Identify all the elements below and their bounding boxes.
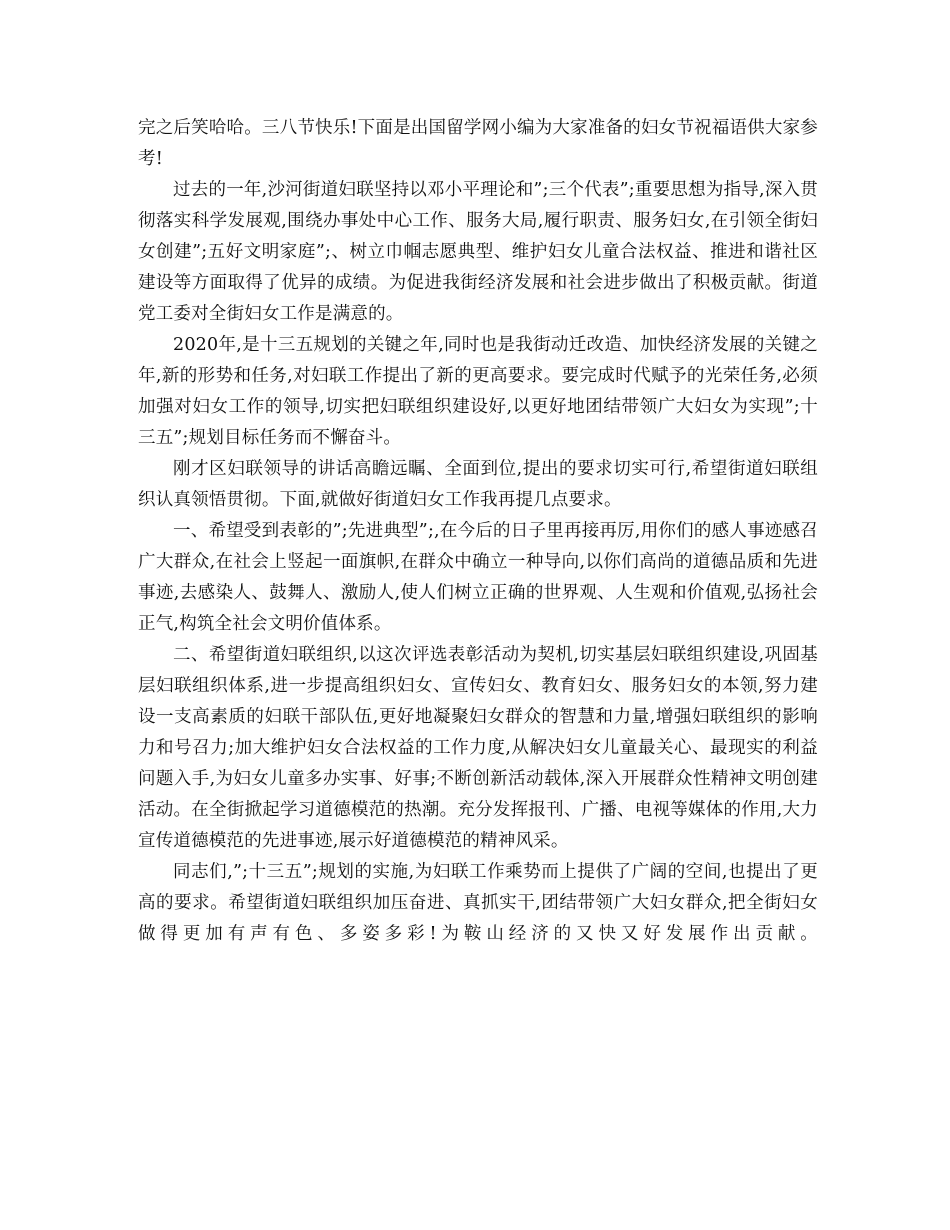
document-body [138,113,818,950]
paragraph-continuation: 完之后笑哈哈。三八节快乐!下面是出国留学网小编为大家准备的妇女节祝福语供大家参考! [138,118,818,169]
paragraph-review: 过去的一年,沙河街道妇联坚持以邓小平理论和”;三个代表”;重要思想为指导,深入贯彻落实科学发展观,围绕办事处中心工作、服务大局,履行职责、服务妇女,在引领全街妇女创建”;五好文明家庭”;、树立巾帼志愿典型、维护妇女儿童合法权益、推进和谐社区建设等方面取得了优异的成绩。为促进我街经济发展和社会进步做出了积极贡献。街道党工委对全街妇女工作是满意的。 [138,180,818,324]
paragraph-2020-outlook: 2020年,是十三五规划的关键之年,同时也是我街动迁改造、加快经济发展的关键之年,新的形势和任务,对妇联工作提出了新的更高要求。要完成时代赋予的光荣任务,必须加强对妇女工作的领导,切实把妇联组织建设好,以更好地团结带领广大妇女为实现”;十三五”;规划目标任务而不懈奋斗。 [138,335,818,448]
paragraph-closing: 同志们,”;十三五”;规划的实施,为妇联工作乘势而上提供了广阔的空间,也提出了更高的要求。希望街道妇联组织加压奋进、真抓实干,团结带领广大妇女群众,把全街妇女做得更加有声有色、多姿多彩!为鞍山经济的又快又好发展作出贡献。 [138,862,818,944]
paragraph-leadership-remarks: 刚才区妇联领导的讲话高瞻远瞩、全面到位,提出的要求切实可行,希望街道妇联组织认真领悟贯彻。下面,就做好街道妇女工作我再提几点要求。 [138,459,818,510]
paragraph-requirement-two: 二、希望街道妇联组织,以这次评选表彰活动为契机,切实基层妇联组织建设,巩固基层妇联组织体系,进一步提高组织妇女、宣传妇女、教育妇女、服务妇女的本领,努力建设一支高素质的妇联干部队伍,更好地凝聚妇女群众的智慧和力量,增强妇联组织的影响力和号召力;加大维护妇女合法权益的工作力度,从解决妇女儿童最关心、最现实的利益问题入手,为妇女儿童多办实事、好事;不断创新活动载体,深入开展群众性精神文明创建活动。在全街掀起学习道德模范的热潮。充分发挥报刊、广播、电视等媒体的作用,大力宣传道德模范的先进事迹,展示好道德模范的精神风采。 [138,645,818,851]
paragraph-requirement-one: 一、希望受到表彰的”;先进典型”;,在今后的日子里再接再厉,用你们的感人事迹感召广大群众,在社会上竖起一面旗帜,在群众中确立一种导向,以你们高尚的道德品质和先进事迹,去感染人、鼓舞人、激励人,使人们树立正确的世界观、人生观和价值观,弘扬社会正气,构筑全社会文明价值体系。 [138,521,818,634]
